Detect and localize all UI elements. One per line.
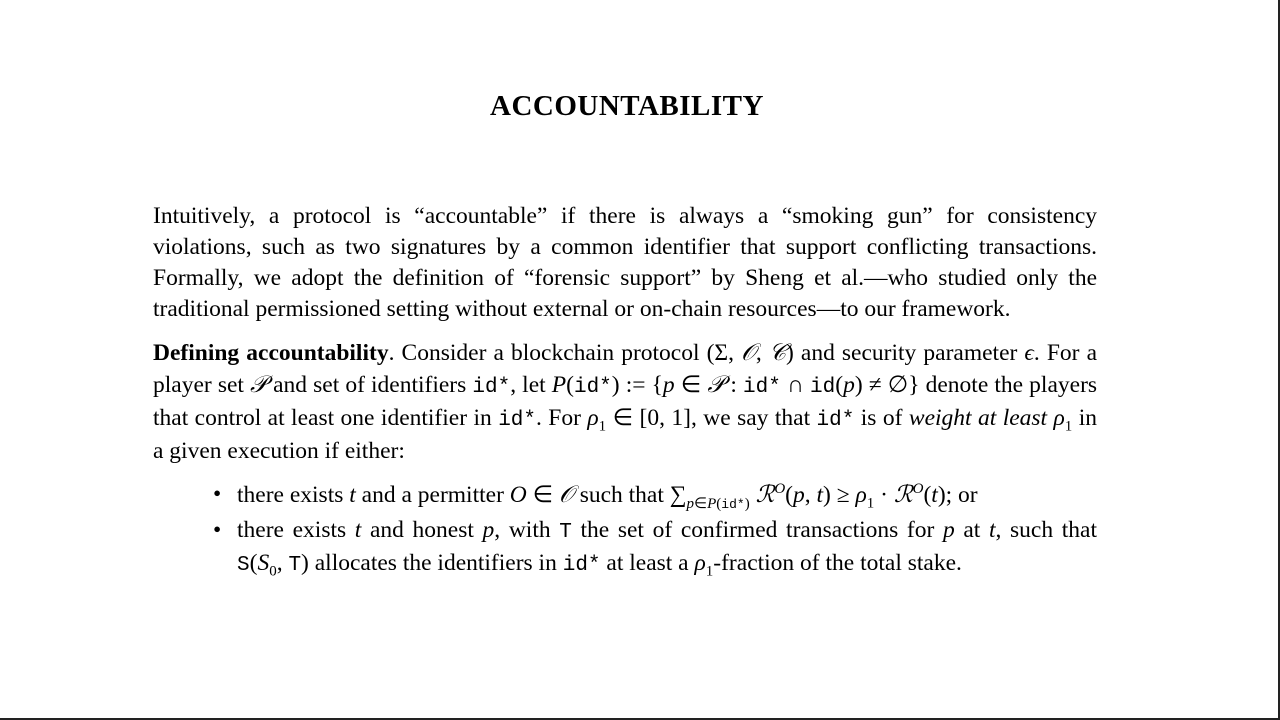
intro-paragraph: Intuitively, a protocol is “accountable” if there is always a “smoking gun” for consistency violations, such as two signatures by a common identifier that support conflicting transactions. Formally, we adopt the definition of “forensic support” by Sheng et al.—who studied only the traditional permissioned setting without external or on-chain resources—to our framework. bbox=[153, 203, 1097, 322]
condition-list bbox=[153, 479, 1097, 581]
list-item: • there exists t and a permitter O ∈ 𝒪 such that $\sum_{p\in P(id*)}$ ℛ$^O$(p, $t) \ge \rho_1$ · ℛ$^O$(t); or bbox=[213, 480, 978, 512]
weight-phrase: weight at least bbox=[908, 405, 1048, 431]
list-item: • there exists t and honest p, with T the set of confirmed transactions for p at t, such that $S(S_0$, T) allocates the identifiers in id* at least a $\rho_1$-fraction of the total stake. bbox=[213, 517, 1097, 580]
runin-heading: Defining accountability bbox=[153, 340, 389, 366]
bullet-icon: • bbox=[213, 481, 222, 507]
section-body bbox=[153, 201, 1097, 585]
definition-paragraph: Defining accountability. Consider a blockchain protocol (Σ, 𝒪, 𝒞) and security parameter ϵ. For a player set 𝒫 and set of identifiers id*, let P(id*) := {p ∈ 𝒫 : id* ∩ id(p) ≠ ∅} denote the players that control at least one identifier in id*. For $\rho_1$ ∈ [0, 1], we say that id* is of weight at least $\rho_1$ in a given execution if either: bbox=[153, 338, 1098, 464]
section-title: ACCOUNTABILITY bbox=[490, 90, 764, 122]
bullet-icon: • bbox=[213, 517, 222, 543]
